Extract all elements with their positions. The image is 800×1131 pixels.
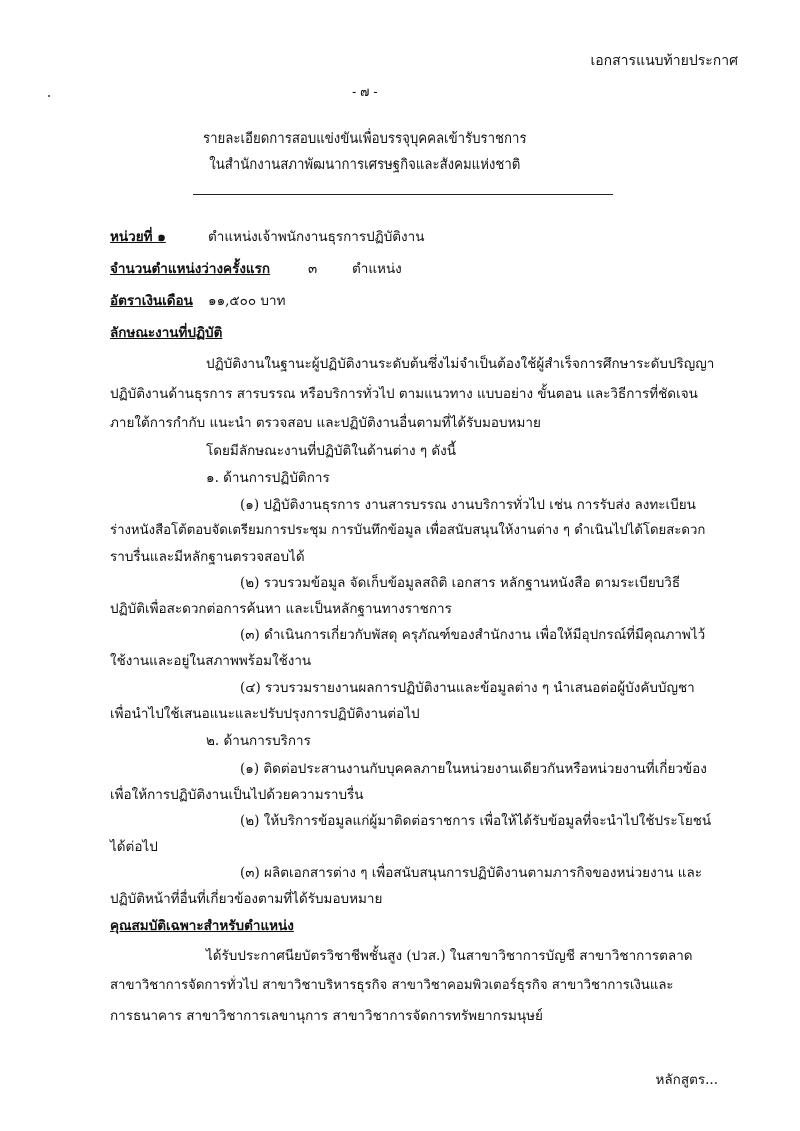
section-2-heading: ๒. ด้านการบริการ [206,733,311,749]
s2-item-1-line-2: เพื่อให้การปฏิบัติงานเป็นไปด้วยความราบรื่น [110,787,364,803]
intro-line-2: ปฏิบัติงานด้านธุรการ สารบรรณ หรือบริการทั่วไป ตามแนวทาง แบบอย่าง ขั้นตอน และวิธีการที่ชัดเจน [110,386,698,402]
attachment-note: เอกสารแนบท้ายประกาศ [590,53,738,69]
title-divider [193,194,613,195]
continued-note: หลักสูตร... [655,1072,718,1088]
vacancy-label: จำนวนตำแหน่งว่างครั้งแรก [110,261,271,277]
document-title-line-2: ในสำนักงานสภาพัฒนาการเศรษฐกิจและสังคมแห่งชาติ [209,157,521,173]
s1-item-2-line-2: ปฏิบัติเพื่อสะดวกต่อการค้นหา และเป็นหลักฐานทางราชการ [110,601,452,617]
qualification-line-2: สาขาวิชาการจัดการทั่วไป สาขาวิชาบริหารธุรกิจ สาขาวิชาคอมพิวเตอร์ธุรกิจ สาขาวิชาการเงินและ [110,978,674,993]
position-title: ตำแหน่งเจ้าพนักงานธุรการปฏิบัติงาน [208,229,425,245]
s2-item-2-line-1: (๒) ให้บริการข้อมูลแก่ผู้มาติดต่อราชการ เพื่อให้ได้รับข้อมูลที่จะนำไปใช้ประโยชน์ [240,813,712,829]
page-number: - ๗ - [352,84,378,100]
document-title-line-1: รายละเอียดการสอบแข่งขันเพื่อบรรจุบุคคลเข้ารับราชการ [203,131,527,147]
qualification-line-3: การธนาคาร สาขาวิชาการเลขานุการ สาขาวิชาการจัดการทรัพยากรมนุษย์ [110,1008,543,1024]
section-1-heading: ๑. ด้านการปฏิบัติการ [206,470,330,486]
s1-item-1-line-2: ร่างหนังสือโต้ตอบจัดเตรียมการประชุม การบันทึกข้อมูล เพื่อสนับสนุนให้งานต่าง ๆ ดำเนินไปได้โดยสะดวก [110,523,706,538]
intro-line-3: ภายใต้การกำกับ แนะนำ ตรวจสอบ และปฏิบัติงานอื่นตามที่ได้รับมอบหมาย [110,415,541,431]
s1-item-3-line-2: ใช้งานและอยู่ในสภาพพร้อมใช้งาน [110,653,312,669]
salary-value: ๑๑,๕๐๐ บาท [208,293,286,309]
vacancy-unit: ตำแหน่ง [352,261,402,277]
s1-item-1-line-3: ราบรื่นและมีหลักฐานตรวจสอบได้ [110,549,305,565]
s1-item-1-line-1: (๑) ปฏิบัติงานธุรการ งานสารบรรณ งานบริการทั่วไป เช่น การรับส่ง ลงทะเบียน [240,497,696,513]
s2-item-1-line-1: (๑) ติดต่อประสานงานกับบุคคลภายในหน่วยงานเดียวกันหรือหน่วยงานที่เกี่ยวข้อง [240,761,707,777]
s1-item-4-line-2: เพื่อนำไปใช้เสนอแนะและปรับปรุงการปฏิบัติงานต่อไป [110,706,420,722]
intro-line-1: ปฏิบัติงานในฐานะผู้ปฏิบัติงานระดับต้นซึ่งไม่จำเป็นต้องใช้ผู้สำเร็จการศึกษาระดับปริญญา [206,356,715,372]
qualification-line-1: ได้รับประกาศนียบัตรวิชาชีพชั้นสูง (ปวส.) ในสาขาวิชาการบัญชี สาขาวิชาการตลาด [206,948,693,964]
s1-item-2-line-1: (๒) รวบรวมข้อมูล จัดเก็บข้อมูลสถิติ เอกสาร หลักฐานหนังสือ ตามระเบียบวิธี [240,575,681,591]
job-duties-heading: ลักษณะงานที่ปฏิบัติ [110,325,223,341]
s1-item-3-line-1: (๓) ดำเนินการเกี่ยวกับพัสดุ ครุภัณฑ์ของสำนักงาน เพื่อให้มีอุปกรณ์ที่มีคุณภาพไว้ [240,627,706,643]
vacancy-count: ๓ [308,261,318,277]
s2-item-2-line-2: ได้ต่อไป [110,839,158,855]
areas-intro: โดยมีลักษณะงานที่ปฏิบัติในด้านต่าง ๆ ดังนี้ [206,443,456,459]
unit-label: หน่วยที่ ๑ [110,229,166,245]
s2-item-3-line-1: (๓) ผลิตเอกสารต่าง ๆ เพื่อสนับสนุนการปฏิบัติงานตามภารกิจของหน่วยงาน และ [240,865,702,881]
s2-item-3-line-2: ปฏิบัติหน้าที่อื่นที่เกี่ยวข้องตามที่ได้รับมอบหมาย [110,891,383,907]
qualification-heading: คุณสมบัติเฉพาะสำหรับตำแหน่ง [110,918,294,934]
s1-item-4-line-1: (๔) รวบรวมรายงานผลการปฏิบัติงานและข้อมูลต่าง ๆ นำเสนอต่อผู้บังคับบัญชา [240,680,695,696]
salary-label: อัตราเงินเดือน [110,293,193,309]
